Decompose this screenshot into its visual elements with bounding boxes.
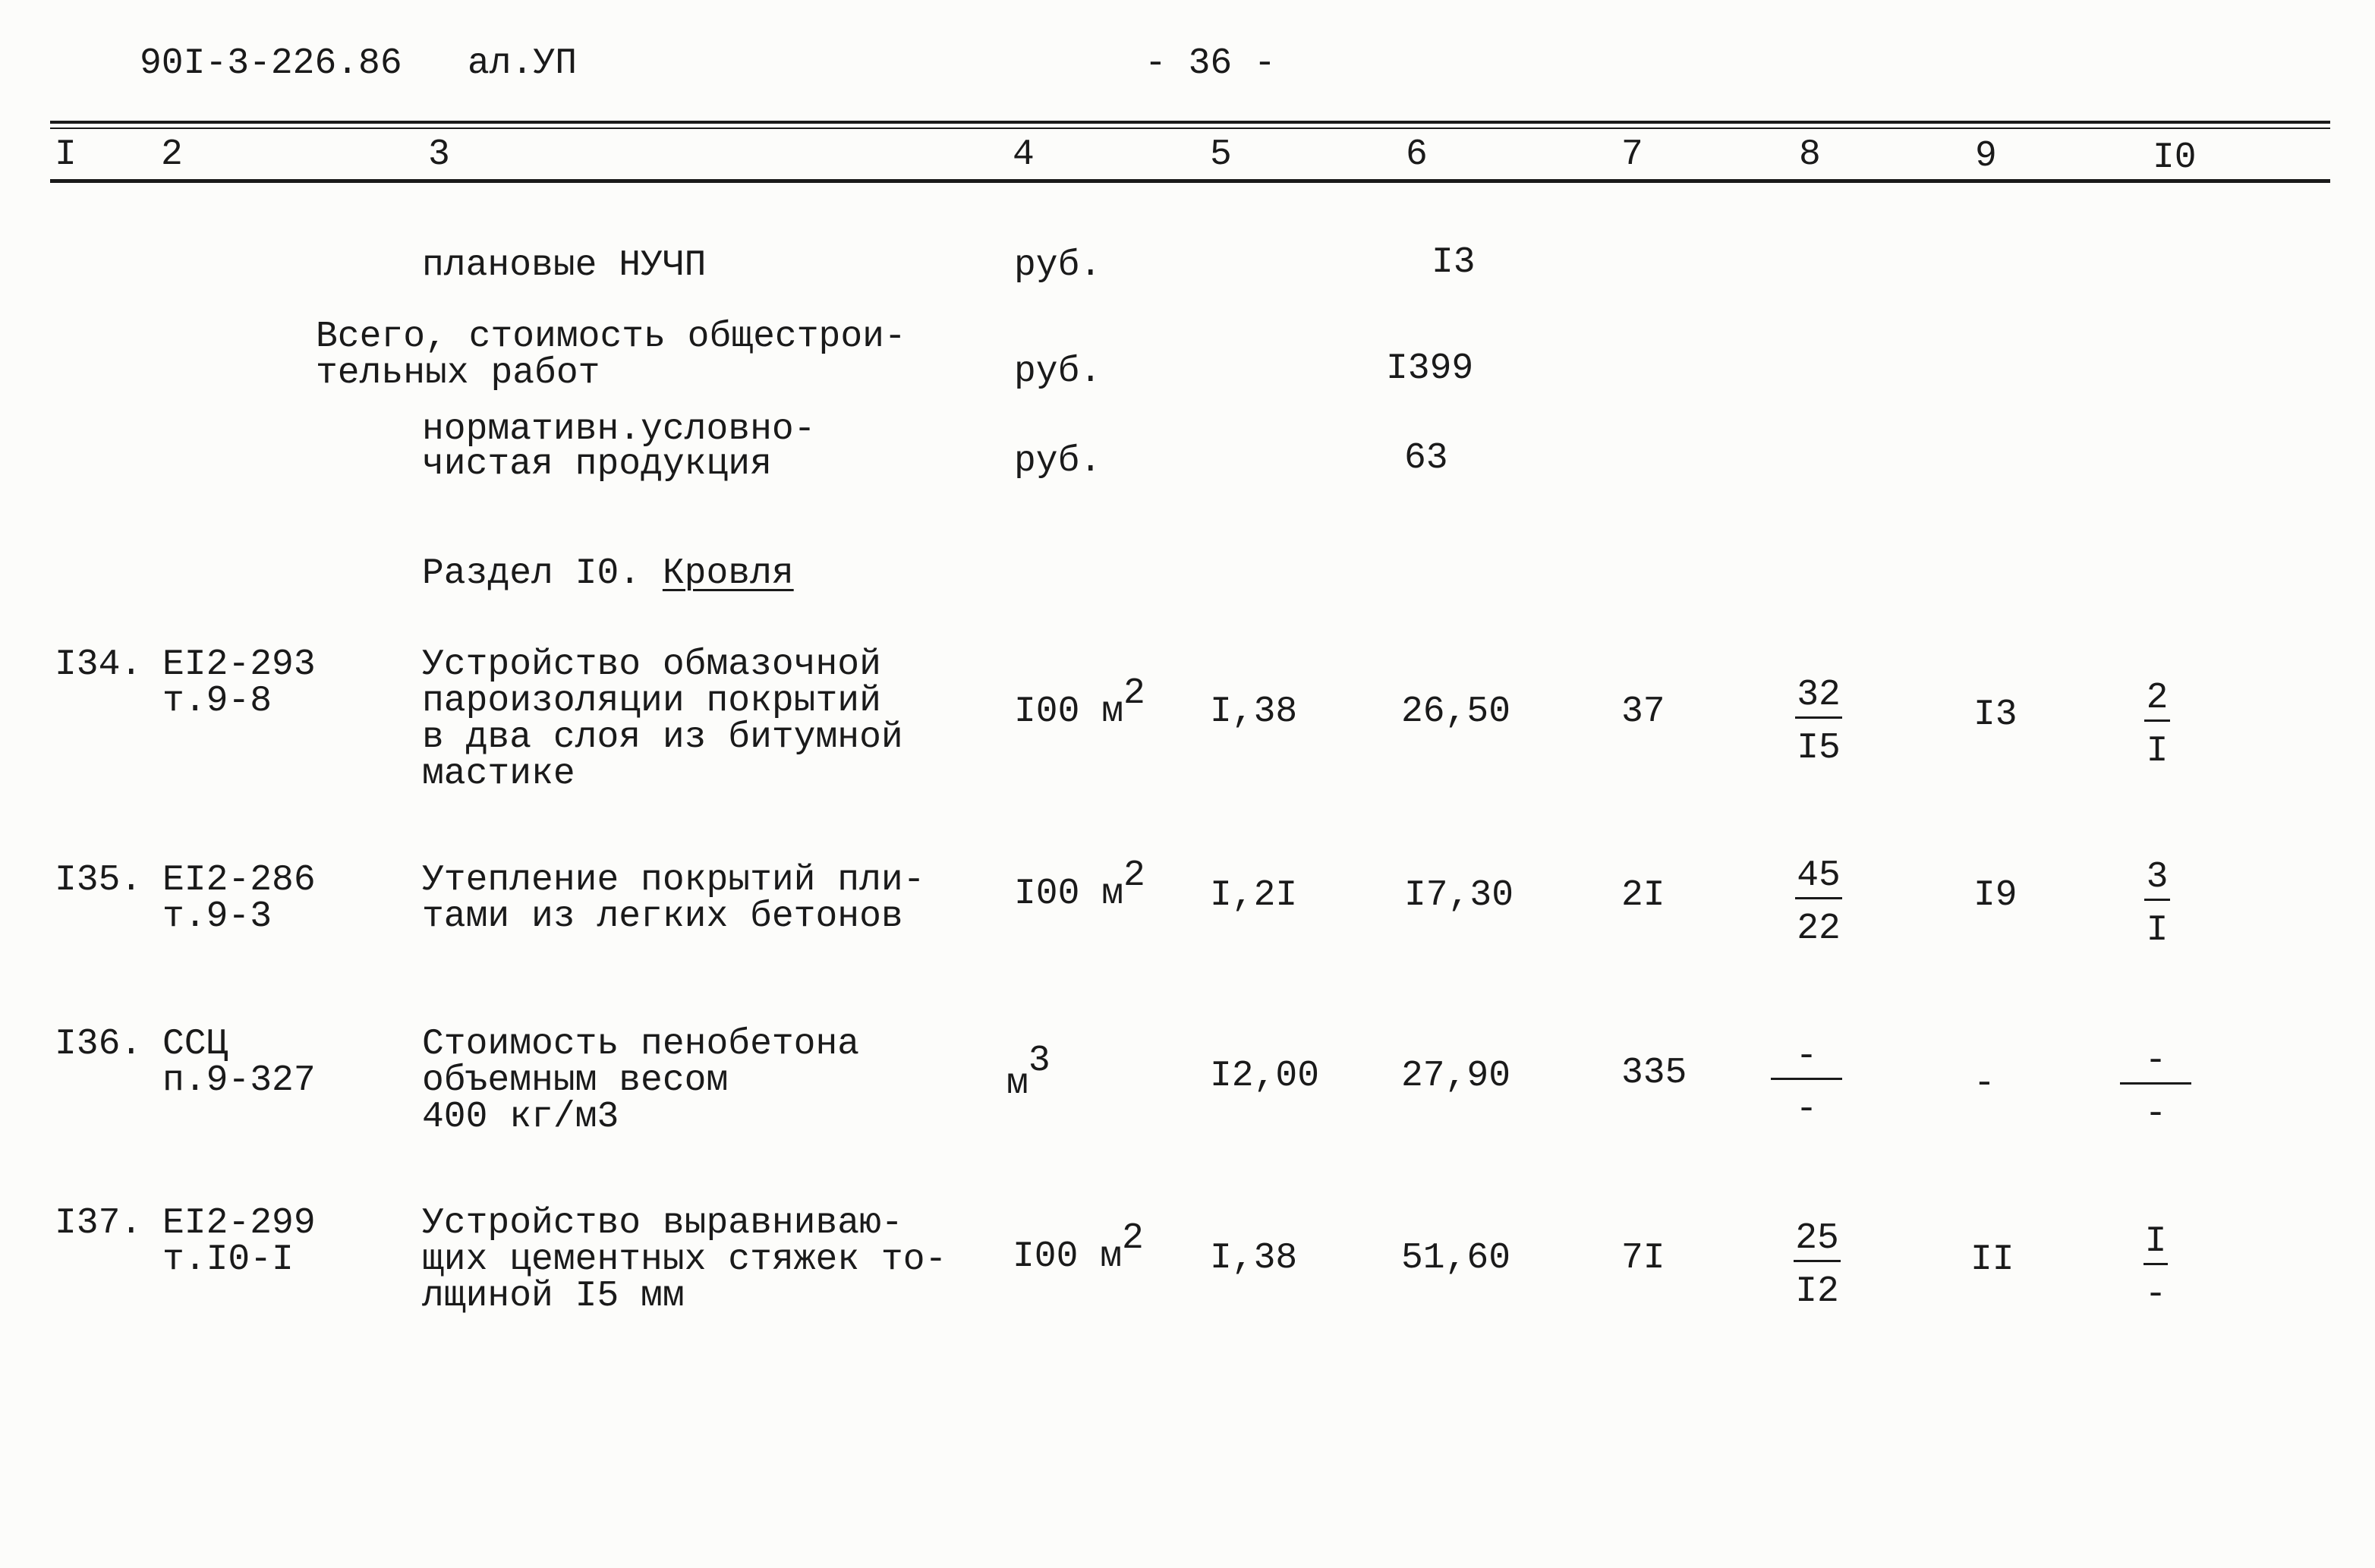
column-number: 3 xyxy=(428,134,450,175)
col5-value: I2,00 xyxy=(1210,1056,1320,1097)
item-description-line: Устройство выравниваю- xyxy=(422,1203,903,1244)
item-description-line: пароизоляции покрытий xyxy=(422,681,881,722)
fraction-line xyxy=(1794,1260,1841,1262)
item-unit xyxy=(1013,1218,1144,1277)
item-description-line: тами из легких бетонов xyxy=(422,896,903,937)
col8-fraction xyxy=(1761,1038,1852,1129)
item-unit xyxy=(1014,673,1145,732)
item-code-line: ССЦ xyxy=(162,1024,228,1065)
fraction-denominator: I xyxy=(2146,910,2169,951)
fraction-line xyxy=(2143,1263,2168,1265)
document-code: 90I-3-226.86 xyxy=(140,43,402,84)
col7-value: 7I xyxy=(1621,1238,1665,1279)
item-description-line: щих цементных стяжек то- xyxy=(422,1239,947,1280)
col9-value: - xyxy=(1973,1063,1995,1104)
item-code-line: п.9-327 xyxy=(162,1060,316,1101)
col10-fraction xyxy=(2112,680,2203,771)
item-number: I35. xyxy=(55,860,143,901)
fraction-line xyxy=(2144,899,2170,901)
item-description-line: Стоимость пенобетона xyxy=(422,1024,860,1065)
item-description-line: мастике xyxy=(422,754,575,795)
col6-value: 27,90 xyxy=(1401,1056,1511,1097)
summary-label-line: нормативн.условно- xyxy=(422,409,816,450)
col9-value: I9 xyxy=(1973,875,2017,916)
fraction-numerator: 32 xyxy=(1797,675,1841,716)
col5-value: I,2I xyxy=(1210,875,1298,916)
item-unit-power: 3 xyxy=(1028,1041,1050,1082)
summary-label-line: чистая продукция xyxy=(422,444,772,485)
item-unit xyxy=(1006,1041,1050,1104)
column-header-rule xyxy=(50,179,2330,183)
fraction-numerator: - xyxy=(1795,1036,1818,1077)
item-number: I34. xyxy=(55,644,143,685)
item-description-line: Устройство обмазочной xyxy=(422,644,881,685)
item-number: I36. xyxy=(55,1024,143,1065)
item-unit-base: I00 м xyxy=(1014,691,1124,732)
item-code-line: т.I0-I xyxy=(162,1239,294,1280)
item-unit-base: I00 м xyxy=(1013,1236,1123,1277)
item-description-line: лщиной I5 мм xyxy=(422,1276,685,1317)
col10-fraction xyxy=(2112,859,2203,950)
fraction-line xyxy=(2144,719,2170,722)
album-label: ал.УП xyxy=(468,43,578,84)
item-code-line: EI2-293 xyxy=(162,644,316,685)
item-code-line: EI2-299 xyxy=(162,1203,316,1244)
summary-value: 63 xyxy=(1404,438,1448,479)
col10-fraction xyxy=(2110,1223,2201,1315)
col8-fraction xyxy=(1773,855,1864,949)
column-number: 6 xyxy=(1406,134,1428,175)
fraction-numerator: 25 xyxy=(1795,1218,1839,1259)
fraction-line xyxy=(1795,716,1842,719)
section-prefix: Раздел I0. xyxy=(422,553,641,594)
fraction-denominator: I5 xyxy=(1797,728,1841,769)
summary-label-line: тельных работ xyxy=(316,353,600,394)
item-description-line: в два слоя из битумной xyxy=(422,717,903,758)
fraction-line xyxy=(1771,1078,1842,1080)
fraction-denominator: I2 xyxy=(1795,1271,1839,1312)
item-code-line: EI2-286 xyxy=(162,860,316,901)
col7-value: 2I xyxy=(1621,875,1665,916)
col7-value: 37 xyxy=(1621,691,1665,732)
fraction-numerator: 3 xyxy=(2146,857,2169,898)
item-unit-base: м xyxy=(1006,1063,1028,1104)
item-unit-power: 2 xyxy=(1122,1218,1144,1259)
fraction-denominator: - xyxy=(1795,1089,1818,1130)
col9-value: II xyxy=(1970,1239,2014,1280)
fraction-denominator: - xyxy=(2144,1274,2167,1315)
fraction-denominator: 22 xyxy=(1797,908,1841,949)
item-code-line: т.9-8 xyxy=(162,681,272,722)
table-top-rule xyxy=(50,121,2330,124)
item-unit-power: 2 xyxy=(1123,673,1145,714)
fraction-line xyxy=(1795,897,1842,899)
item-unit-base: I00 м xyxy=(1014,874,1124,915)
item-description-line: объемным весом xyxy=(422,1060,729,1101)
col6-value: 51,60 xyxy=(1401,1238,1511,1279)
summary-unit: руб. xyxy=(1014,441,1102,482)
item-description-line: Утепление покрытий пли- xyxy=(422,860,925,901)
table-top-rule-inner xyxy=(50,128,2330,129)
col8-fraction xyxy=(1773,677,1864,768)
summary-label-line: Всего, стоимость общестрои- xyxy=(316,316,906,357)
column-number: 2 xyxy=(161,134,183,175)
item-unit xyxy=(1014,855,1145,915)
col10-fraction xyxy=(2110,1043,2201,1134)
fraction-numerator: 45 xyxy=(1797,855,1841,896)
column-number: 4 xyxy=(1013,134,1035,175)
column-number: 8 xyxy=(1799,134,1821,175)
item-description-line: 400 кг/м3 xyxy=(422,1097,619,1138)
col5-value: I,38 xyxy=(1210,691,1298,732)
column-number: 7 xyxy=(1621,134,1643,175)
section-heading xyxy=(422,553,794,594)
page-number: - 36 - xyxy=(1145,43,1276,84)
fraction-denominator: - xyxy=(2144,1094,2167,1135)
item-code-line: т.9-3 xyxy=(162,896,272,937)
section-title: Кровля xyxy=(662,553,794,594)
fraction-denominator: I xyxy=(2146,731,2169,772)
col8-fraction xyxy=(1772,1220,1863,1311)
fraction-numerator: 2 xyxy=(2146,678,2169,719)
column-number: I xyxy=(55,134,77,175)
column-number: 9 xyxy=(1975,136,1997,177)
item-unit-power: 2 xyxy=(1123,855,1145,896)
col5-value: I,38 xyxy=(1210,1238,1298,1279)
fraction-numerator: I xyxy=(2144,1221,2167,1262)
summary-unit: руб. xyxy=(1014,351,1102,392)
summary-value: I399 xyxy=(1386,348,1474,389)
col6-value: 26,50 xyxy=(1401,691,1511,732)
fraction-line xyxy=(2120,1082,2191,1085)
column-number: 5 xyxy=(1210,134,1232,175)
col9-value: I3 xyxy=(1973,694,2017,735)
fraction-numerator: - xyxy=(2144,1041,2167,1082)
summary-label-line: плановые НУЧП xyxy=(422,245,707,286)
col6-value: I7,30 xyxy=(1404,875,1514,916)
column-number: I0 xyxy=(2153,137,2197,178)
summary-value: I3 xyxy=(1432,242,1476,283)
summary-unit: руб. xyxy=(1014,245,1102,286)
item-number: I37. xyxy=(55,1203,143,1244)
col7-value: 335 xyxy=(1621,1053,1687,1094)
